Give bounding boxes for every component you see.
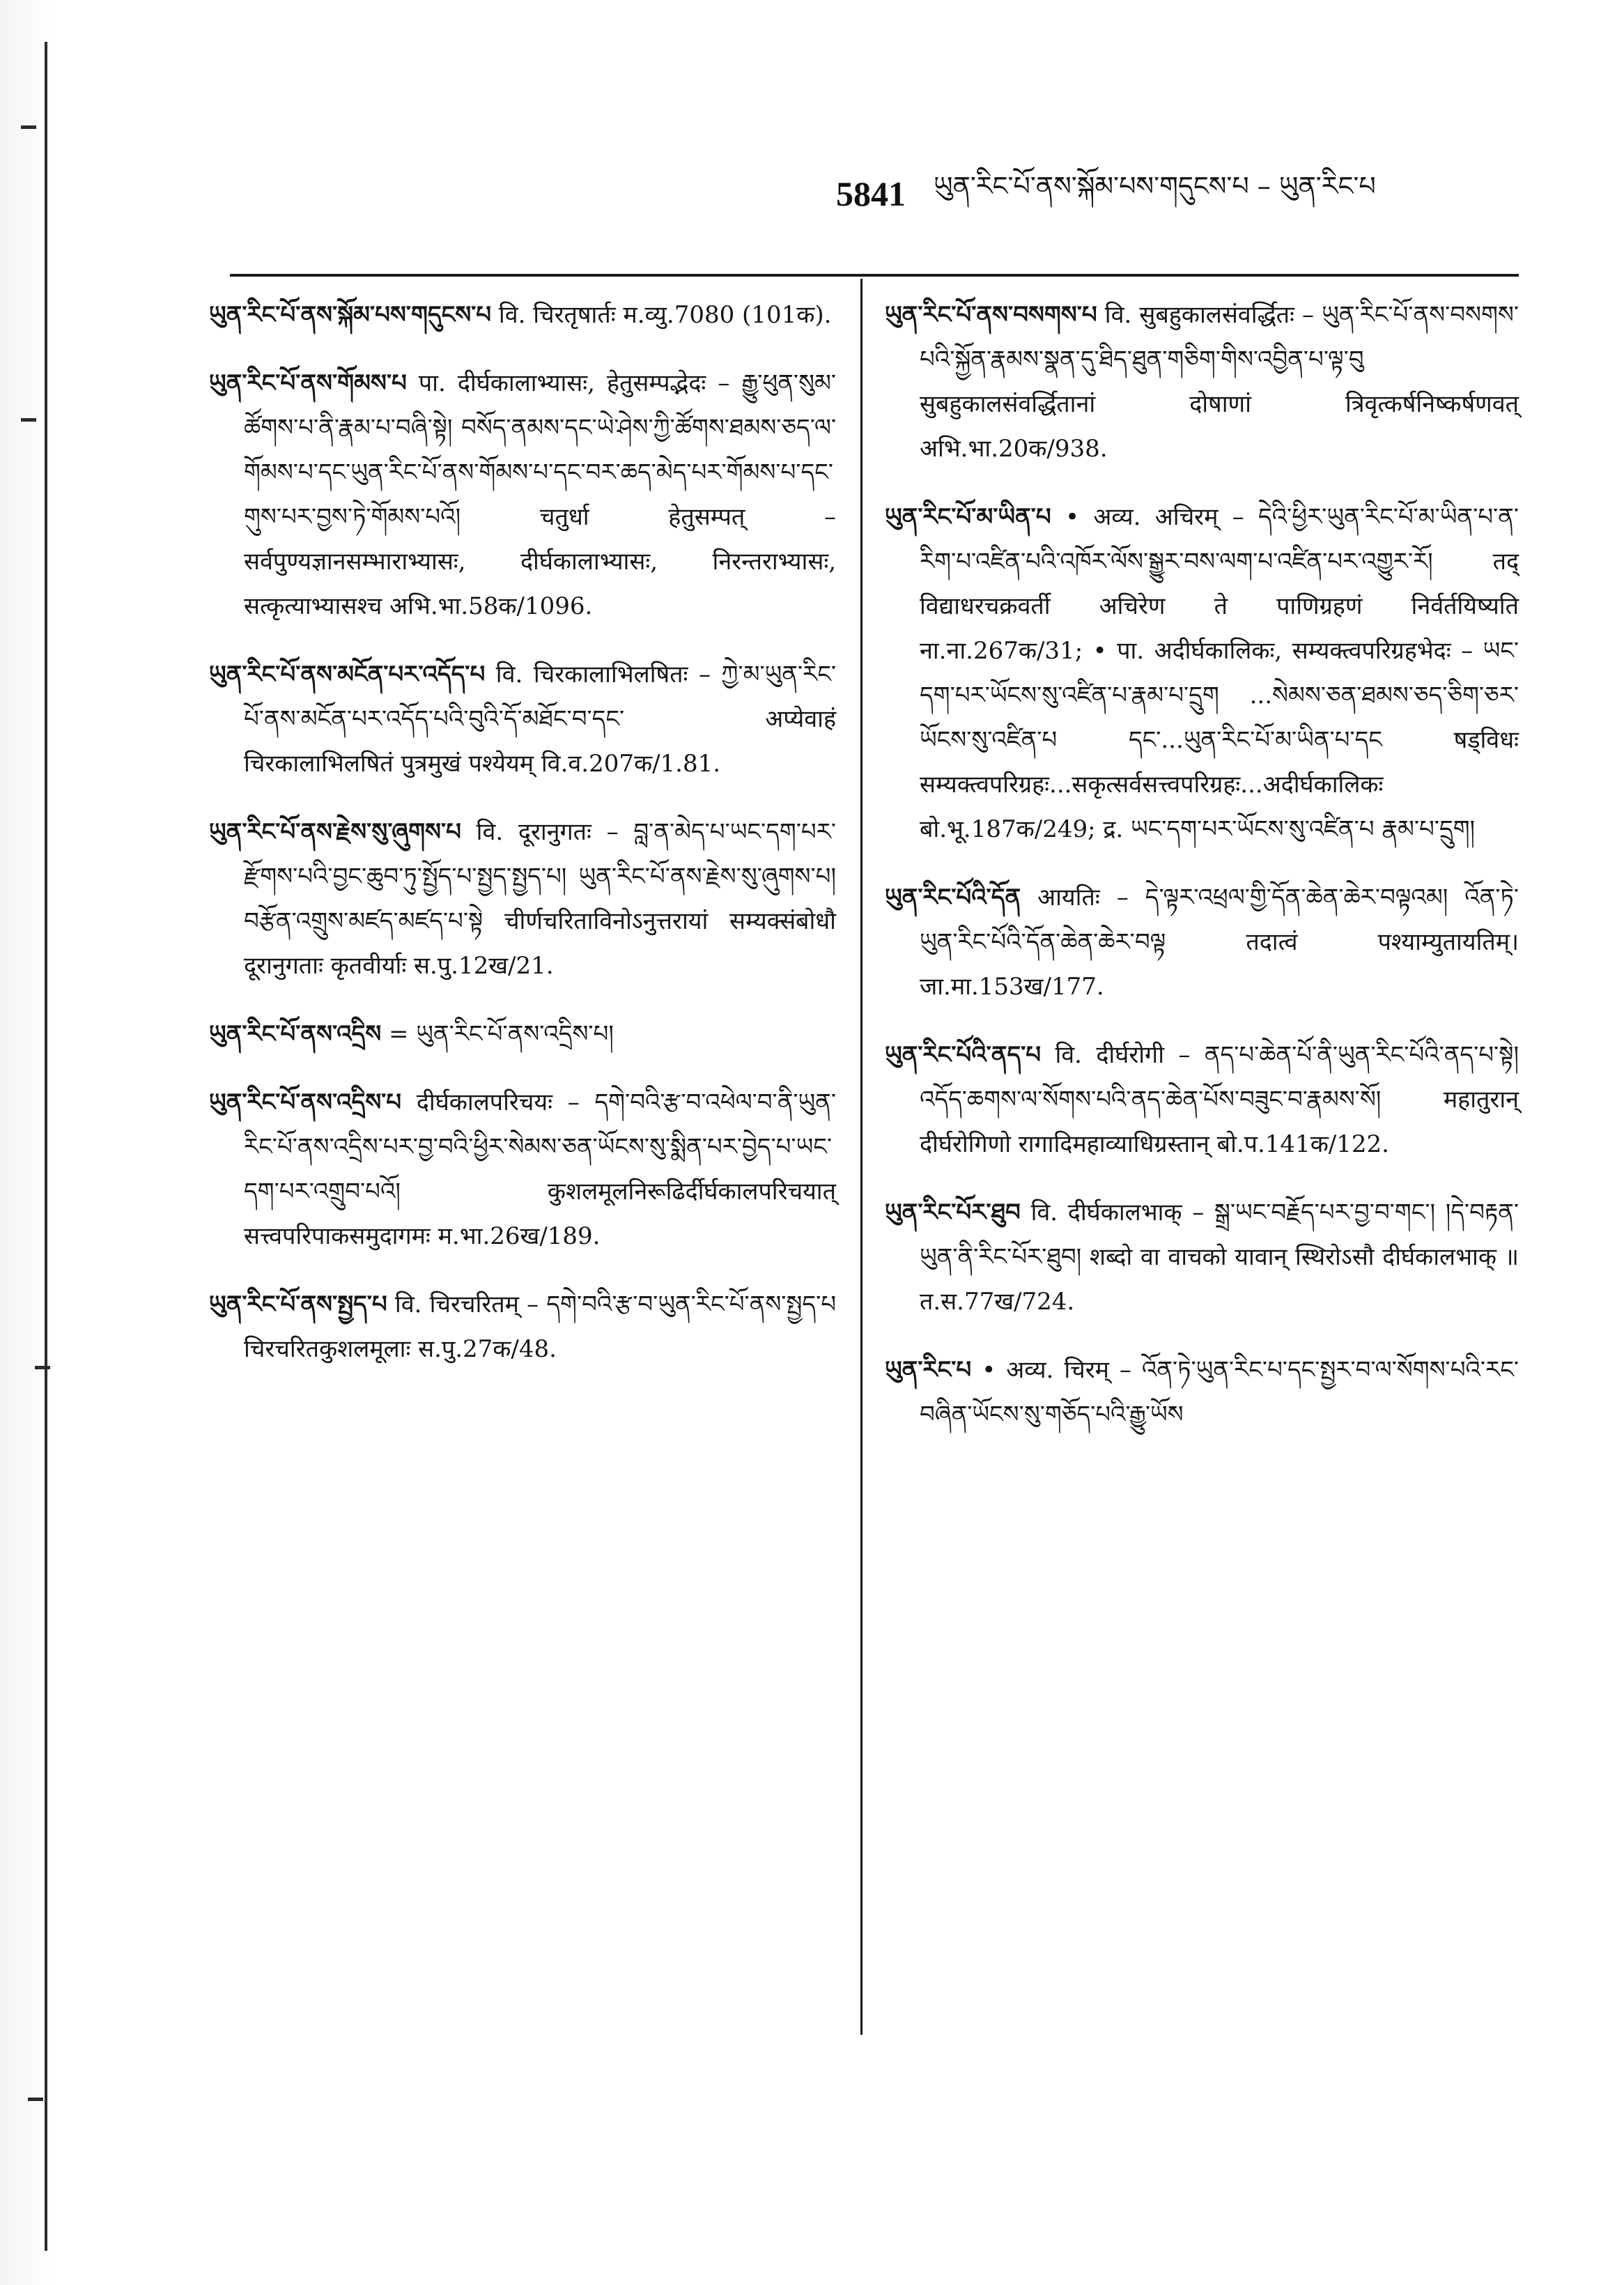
- column-divider: [860, 279, 863, 2035]
- entry-body: • अव्य. अचिरम् – དེའི་ཕྱིར་ཡུན་རིང་པོ་མ་ཡིན་པ་ན་རིག་པ་འཛིན་པའི་འཁོར་ལོས་སྒྱུར་བས་ལག་པ་འཛིན་པར་འགྱུར་རོ། तद् विद्याधरचक्रवर्ती अचिरेण ते पाणिग्रहणं निर्वर्तयिष्यति ना.ना.267क/31; • पा. अदीर्घकालिकः, सम्यक्त्वपरिग्रहभेदः – ཡང་དག་པར་ཡོངས་སུ་འཛིན་པ་རྣམ་པ་དྲུག ...སེམས་ཅན་ཐམས་ཅད་ཅིག་ཅར་ཡོངས་སུ་འཛིན་པ དང་...ཡུན་རིང་པོ་མ་ཡིན་པ་དང षड्विधः सम्यक्त्वपरिग्रहः...सकृत्सर्वसत्त्वपरिग्रहः...अदीर्घकालिकः बो.भू.187क/249; द्र. ཡང་དག་པར་ཡོངས་སུ་འཛིན་པ རྣམ་པ་དྲུག།: [920, 503, 1519, 843]
- entry-body: वि. दीर्घकालभाक् – སྒྲ་ཡང་བརྗོད་པར་བྱ་བ་གང་། །དེ་བརྟན་ཡུན་ནི་རིང་པོར་ཐུབ། शब्दो वा वाचको यावान् स्थिरोऽसौ दीर्घकालभाक् ॥ त.स.77ख/724.: [920, 1199, 1519, 1316]
- page-header: [836, 166, 1533, 222]
- scan-mark: [35, 1366, 50, 1369]
- dictionary-entry: [209, 1012, 836, 1056]
- entry-headword: ཡུན་རིང་པོ་ནས་སྤྱད་པ: [209, 1291, 387, 1318]
- dictionary-entry: [885, 495, 1519, 852]
- dictionary-entry: [209, 1282, 836, 1371]
- scan-mark: [28, 2098, 43, 2101]
- dictionary-entry: [885, 875, 1519, 1009]
- scan-binding-edge: [45, 42, 47, 2251]
- entry-body: दीर्घकालपरिचयः – དགེ་བའི་རྩ་བ་འཕེལ་བ་ནི་ཡུན་རིང་པོ་ནས་འདྲིས་པར་བྱ་བའི་ཕྱིར་སེམས་ཅན་ཡོངས་སུ་སྨིན་པར་བྱེད་པ་ཡང་དག་པར་འགྲུབ་པའོ། कुशलमूलनिरूढिर्दीर्घकालपरिचयात् सत्त्वपरिपाकसमुदागमः म.भा.26ख/189.: [244, 1088, 836, 1250]
- entry-headword: ཡུན་རིང་པོ་མ་ཡིན་པ: [885, 503, 1051, 531]
- entry-body: वि. दूरानुगतः – བླ་ན་མེད་པ་ཡང་དག་པར་རྫོགས་པའི་བྱང་ཆུབ་ཏུ་སྤྱོད་པ་སྤྱད་སྤྱད་པ། ཡུན་རིང་པོ་ནས་རྗེས་སུ་ཞུགས་པ། བརྩོན་འགྲུས་མཛད་མཛད་པ་སྟེ चीर्णचरिताविनोऽनुत्तरायां सम्यक्संबोधौ दूरानुगताः कृतवीर्याः स.पु.12ख/21.: [244, 818, 836, 980]
- entry-headword: ཡུན་རིང་པོར་ཐུབ: [885, 1199, 1021, 1226]
- dictionary-entry: [885, 293, 1519, 471]
- running-head: ཡུན་རིང་པོ་ནས་སྐོམ་པས་གདུངས་པ – ཡུན་རིང་པ: [934, 170, 1376, 201]
- dictionary-entry: [209, 361, 836, 629]
- page-number: 5841: [836, 174, 906, 213]
- entry-body: = ཡུན་རིང་པོ་ནས་འདྲིས་པ།: [388, 1020, 614, 1048]
- entry-headword: ཡུན་རིང་པོ་ནས་འདྲིས་པ: [209, 1088, 402, 1116]
- left-column: [209, 293, 836, 1395]
- entry-body: वि. चिरचरितम् – དགེ་བའི་རྩ་བ་ཡུན་རིང་པོ་ནས་སྤྱད་པ चिरचरितकुशलमूलाः स.पु.27क/48.: [244, 1291, 837, 1363]
- dictionary-entry: [209, 652, 836, 786]
- dictionary-entry: [885, 1190, 1519, 1324]
- entry-body: आयतिः – དེ་ལྟར་འཕྲལ་གྱི་དོན་ཆེན་ཆེར་བལྟའམ། འོན་ཏེ་ཡུན་རིང་པོའི་དོན་ཆེན་ཆེར་བལྟ तदात्वं पश्याम्युतायतिम्। जा.मा.153ख/177.: [920, 884, 1519, 1001]
- scan-margin-shadow: [0, 0, 56, 2285]
- entry-body: • अव्य. चिरम् – འོན་ཏེ་ཡུན་རིང་པ་དང་སྤྱར་བ་ལ་སོགས་པའི་རང་བཞིན་ཡོངས་སུ་གཅོད་པའི་རྒྱུ་ཡོས: [920, 1356, 1519, 1429]
- entry-headword: ཡུན་རིང་པོ་ནས་གོམས་པ: [209, 369, 407, 397]
- entry-body: पा. दीर्घकालाभ्यासः, हेतुसम्पद्भेदः – རྒྱུ་ཕུན་སུམ་ཚོགས་པ་ནི་རྣམ་པ་བཞི་སྟེ། བསོད་ནམས་དང་ཡེ་ཤེས་ཀྱི་ཚོགས་ཐམས་ཅད་ལ་གོམས་པ་དང་ཡུན་རིང་པོ་ནས་གོམས་པ་དང་བར་ཆད་མེད་པར་གོམས་པ་དང་གུས་པར་བྱས་ཏེ་གོམས་པའོ། चतुर्धा हेतुसम्पत् – सर्वपुण्यज्ञानसम्भाराभ्यासः, दीर्घकालाभ्यासः, निरन्तराभ्यासः, सत्कृत्याभ्यासश्च अभि.भा.58क/1096.: [244, 369, 837, 620]
- entry-headword: ཡུན་རིང་པོ་ནས་རྗེས་སུ་ཞུགས་པ: [209, 818, 461, 846]
- entry-body: वि. दीर्घरोगी – ནད་པ་ཆེན་པོ་ནི་ཡུན་རིང་པོའི་ནད་པ་སྟེ། འདོད་ཆགས་ལ་སོགས་པའི་ནད་ཆེན་པོས་བཟུང་བ་རྣམས་སོ། महातुरान् दीर्घरोगिणो रागादिमहाव्याधिग्रस्तान् बो.प.141क/122.: [920, 1041, 1519, 1158]
- entry-body: वि. चिरतृषार्तः म.व्यु.7080 (101क).: [498, 301, 832, 329]
- dictionary-entry: [209, 1080, 836, 1259]
- scan-mark: [21, 418, 36, 422]
- entry-headword: ཡུན་རིང་པོ་ནས་འདྲིས: [209, 1020, 382, 1048]
- dictionary-entry: [885, 1348, 1519, 1437]
- header-rule: [230, 274, 1519, 277]
- right-column: [885, 293, 1519, 1461]
- entry-headword: ཡུན་རིང་པོ་ནས་བསགས་པ: [885, 301, 1097, 329]
- entry-headword: ཡུན་རིང་པོ་ནས་མངོན་པར་འདོད་པ: [209, 661, 486, 688]
- dictionary-entry: [885, 1033, 1519, 1167]
- dictionary-entry: [209, 810, 836, 988]
- entry-headword: ཡུན་རིང་པོའི་དོན: [885, 884, 1021, 911]
- entry-headword: ཡུན་རིང་པོའི་ནད་པ: [885, 1041, 1042, 1069]
- scan-mark: [21, 125, 36, 129]
- entry-body: वि. सुबहुकालसंवर्द्धितः – ཡུན་རིང་པོ་ནས་བསགས་པའི་སྐྱོན་རྣམས་སྣན་དུ་ཐིད་ཐུན་གཅིག་གིས་འབྱིན་པ་ལྟ་བུ सुबहुकालसंवर्द्धितानां दोषाणां त्रिवृत्कर्षनिष्कर्षणवत् अभि.भा.20क/938.: [920, 301, 1519, 463]
- dictionary-entry: [209, 293, 836, 337]
- entry-body: वि. चिरकालाभिलषितः – ཀྱེ་མ་ཡུན་རིང་པོ་ནས་མངོན་པར་འདོད་པའི་བུའི་དོ་མཐོང་བ་དང་ अप्येवाहं चिरकालाभिलषितं पुत्रमुखं पश्येयम् वि.व.207क/1.81.: [244, 661, 836, 778]
- entry-headword: ཡུན་རིང་པོ་ནས་སྐོམ་པས་གདུངས་པ: [209, 301, 492, 329]
- entry-headword: ཡུན་རིང་པ: [885, 1356, 972, 1384]
